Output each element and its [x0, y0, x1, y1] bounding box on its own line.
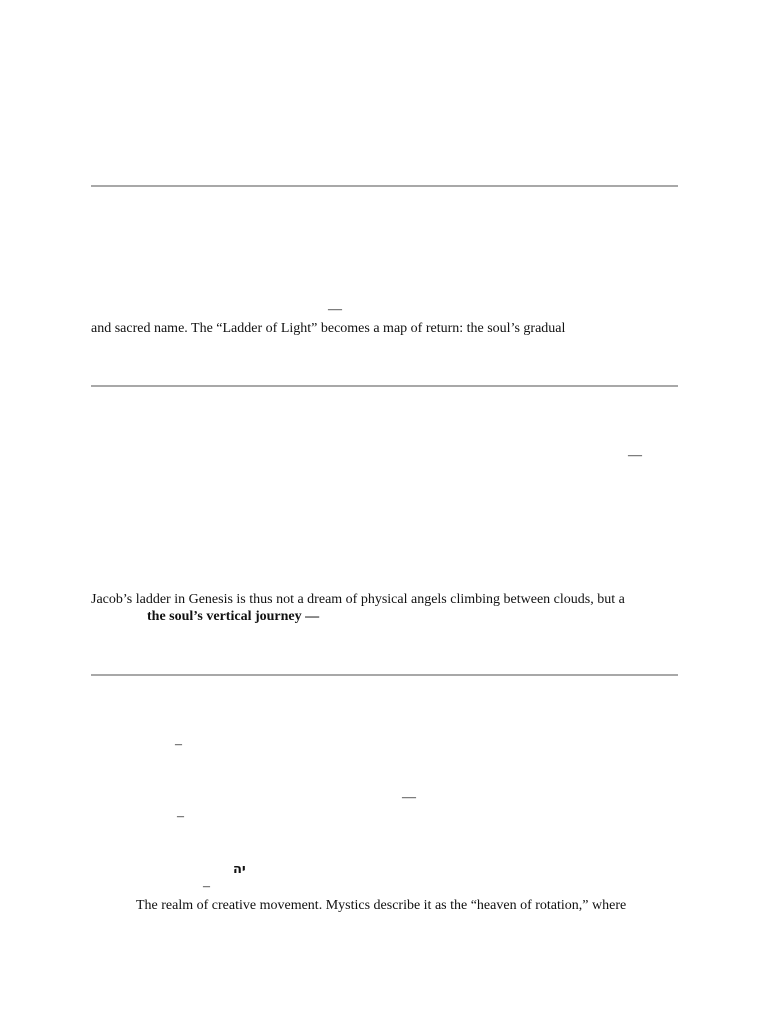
em-dash-mark: —: [328, 302, 342, 317]
en-dash-mark: –: [177, 809, 184, 824]
divider-1: [91, 185, 678, 187]
divider-3: [91, 674, 678, 676]
en-dash-mark: –: [175, 737, 182, 752]
em-dash-mark: —: [628, 448, 642, 463]
bold-phrase-vertical-journey: the soul’s vertical journey —: [147, 609, 320, 624]
text-line-jacobs-ladder: Jacob’s ladder in Genesis is thus not a dream of physical angels climbing between clouds, but a: [91, 592, 625, 607]
text-line-sacred-name: and sacred name. The “Ladder of Light” becomes a map of return: the soul’s gradual: [91, 321, 566, 336]
divider-2: [91, 385, 678, 387]
em-dash-mark: —: [402, 790, 416, 805]
en-dash-mark: –: [203, 879, 210, 894]
text-line-creative-movement: The realm of creative movement. Mystics describe it as the “heaven of rotation,” where: [136, 898, 627, 913]
hebrew-letters: יה: [233, 862, 246, 877]
